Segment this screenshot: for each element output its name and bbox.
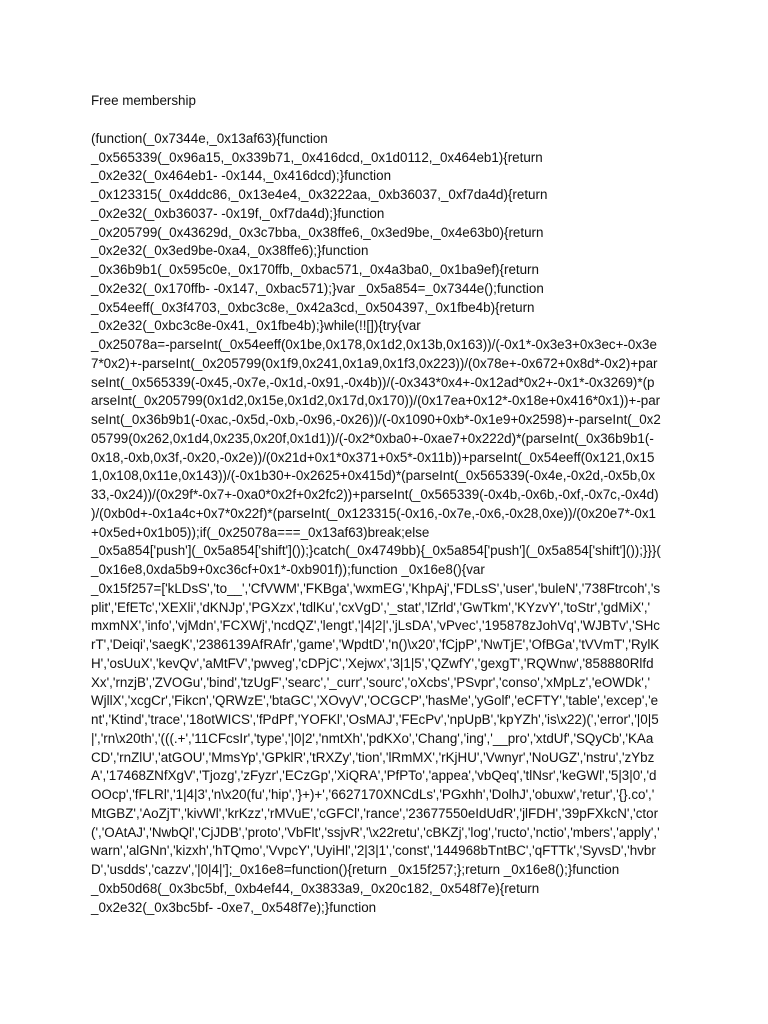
- code-line: H','osUuX','kevQv','aMtFV','pwveg','cDPjC','Xejwx','3|1|5','QZwfY','gexgT','RQWnw','858880Rlfd: [91, 655, 654, 671]
- code-line: CD','rnZlU','atGOU','MmsYp','GPklR','tRXZy','tion','lRmMX','rKjHU','Vwnyr','NoUGZ','nstru','zYbz: [91, 749, 655, 765]
- code-line: _0x25078a=-parseInt(_0x54eeff(0x1be,0x178,0x1d2,0x13b,0x163))/(-0x1*-0x3e3+0x3ec+-0x3e: [91, 337, 657, 352]
- code-line: _0x54eeff(_0x3f4703,_0xbc3c8e,_0x42a3cd,_0x504397,_0x1fbe4b){return: [91, 299, 535, 315]
- code-line: _0x15f257=['kLDsS','to__','CfVWM','FKBga','wxmEG','KhpAj','FDLsS','user','buleN','738Ftrcoh','s: [91, 580, 661, 596]
- code-line: mxmNX','info','vjMdn','FCXWj','ncdQZ','lengt','|4|2|','jLsDA','vPvec','195878zJohVq','WJBTv','SHc: [91, 618, 660, 634]
- code-line: warn','alGNn','kizxh','hTQmo','VvpcY','UyiHl','2|3|1','const','144968bTntBC','qFTTk','SyvsD','hvbr: [91, 843, 656, 859]
- code-line: (function(_0x7344e,_0x13af63){function: [91, 130, 328, 146]
- code-line: _0x5a854['push'](_0x5a854['shift']());}catch(_0x4749bb){_0x5a854['push'](_0x5a854['shift']());}}}(: [91, 543, 661, 559]
- code-line: 33,-0x24))/(0x29f*-0x7+-0xa0*0x2f+0x2fc2))+parseInt(_0x565339(-0x4b,-0x6b,-0xf,-0x7c,-0x4d): [91, 487, 659, 502]
- code-line: _0xb50d68(_0x3bc5bf,_0xb4ef44,_0x3833a9,_0x20c182,_0x548f7e){return: [91, 880, 540, 896]
- code-line: OOcp','fFLRl','1|4|3','n\x20(fu','hip','}+)+','6627170XNCdLs','PGxhh','DolhJ','obuxw','retur','{}.co',': [91, 787, 655, 802]
- code-line: seInt(_0x36b9b1(-0xac,-0x5d,-0xb,-0x96,-0x26))/(-0x1090+0xb*-0x1e9+0x2598)+-parseInt(_0x2: [91, 412, 661, 427]
- code-line: _0x2e32(_0xbc3c8e-0x41,_0x1fbe4b);}while(!![]){try{var: [91, 318, 421, 334]
- code-line: _0x2e32(_0x464eb1- -0x144,_0x416dcd);}function: [91, 168, 392, 184]
- code-line: _0x16e8,0xda5b9+0xc36cf+0x1*-0xb901f));function _0x16e8(){var: [91, 562, 485, 577]
- code-line: +0x5ed+0x1b05));if(_0x25078a===_0x13af63)break;else: [91, 524, 430, 540]
- code-line: nt','Ktind','trace','18otWICS','fPdPf','YOFKl','OsMAJ','FEcPv','npUpB','kpYZh','is\x22)(','error','|0|5: [91, 712, 659, 727]
- obfuscated-code-block: [91, 130, 677, 918]
- document-page: [91, 92, 677, 917]
- code-line: _0x2e32(_0xb36037- -0x19f,_0xf7da4d);}function: [91, 205, 385, 221]
- code-line: 0x18,-0xb,0x3f,-0x20,-0x2e))/(0x21d+0x1*0x371+0x5*-0x11b))+parseInt(_0x54eeff(0x121,0x15: [91, 449, 655, 465]
- code-line: D','usdds','cazzv','|0|4|'];_0x16e8=function(){return _0x15f257;};return _0x16e8();}function: [91, 862, 620, 877]
- code-line: MtGBZ','AoZjT','kivWl','krKzz','rMVuE','cGFCl','rance','23677550eIdUdR','jlFDH','39pFXkcN','ctor: [91, 805, 659, 821]
- code-line: _0x565339(_0x96a15,_0x339b71,_0x416dcd,_0x1d0112,_0x464eb1){return: [91, 149, 543, 165]
- code-line: _0x205799(_0x43629d,_0x3c7bba,_0x38ffe6,_0x3ed9be,_0x4e63b0){return: [91, 224, 544, 240]
- code-line: )/(0xb0d+-0x1a4c+0x7*0x22f)*(parseInt(_0x123315(-0x16,-0x7e,-0x6,-0x28,0xe))/(0x20e7*-0x1: [91, 505, 656, 521]
- code-line: rT','Deiqi','saegK','2386139AfRAfr','game','WpdtD','n()\x20','fCjpP','NwTjE','OfBGa','tVVmT','RylK: [91, 637, 660, 652]
- code-line: |','rn\x20th','(((.+','11CFcsIr','type','|0|2','nmtXh','pdKXo','Chang','ing','__pro','xtdUf','SQyCb','KAa: [91, 730, 654, 746]
- code-line: _0x2e32(_0x170ffb- -0x147,_0xbac571);}var _0x5a854=_0x7344e();function: [91, 280, 544, 296]
- code-line: Xx','rnzjB','ZVOGu','bind','tzUgF','searc','_curr','sourc','oXcbs','PSvpr','conso','xMpLz','eOWDk',': [91, 674, 651, 690]
- code-line: 05799(0x262,0x1d4,0x235,0x20f,0x1d1))/(-0x2*0xba0+-0xae7+0x222d)*(parseInt(_0x36b9b1(-: [91, 430, 654, 446]
- code-line: seInt(_0x565339(-0x45,-0x7e,-0x1d,-0x91,-0x4b))/(-0x343*0x4+-0x12ad*0x2+-0x1*-0x3269)*(p: [91, 374, 655, 390]
- code-line: arseInt(_0x205799(0x1d2,0x15e,0x1d2,0x17d,0x170))/(0x17ea+0x12*-0x18e+0x416*0x1))+-par: [91, 393, 661, 409]
- code-line: _0x36b9b1(_0x595c0e,_0x170ffb,_0xbac571,_0x4a3ba0,_0x1ba9ef){return: [91, 262, 539, 277]
- document-title: Free membership: [91, 93, 196, 108]
- code-line: 1,0x108,0x11e,0x143))/(-0x1b30+-0x2625+0x415d)*(parseInt(_0x565339(-0x4e,-0x2d,-0x5b,0x: [91, 468, 656, 484]
- code-line: _0x2e32(_0x3bc5bf- -0xe7,_0x548f7e);}function: [91, 899, 377, 915]
- code-line: plit','EfETc','XEXli','dKNJp','PGXzx','tdlKu','cxVgD','_stat','lZrld','GwTkm','KYzvY','toStr','gdMiX',': [91, 599, 651, 615]
- code-line: _0x123315(_0x4ddc86,_0x13e4e4,_0x3222aa,_0xb36037,_0xf7da4d){return: [91, 187, 548, 202]
- code-line: (','OAtAJ','NwbQl','CjJDB','proto','VbFlt','ssjvR','\x22retu','cBKZj','log','ructo','nctio','mbers','apply',': [91, 824, 660, 840]
- code-line: A','17468ZNfXgV','Tjozg','zFyzr','ECzGp','XiQRA','PfPTo','appea','vbQeq','tlNsr','keGWl','5|3|0','d: [91, 768, 657, 784]
- code-line: 7*0x2)+-parseInt(_0x205799(0x1f9,0x241,0x1a9,0x1f3,0x223))/(0x78e+-0x672+0x8d*-0x2)+par: [91, 355, 658, 371]
- code-line: WjllX','xcgCr','Fikcn','QRWzE','btaGC','XOvyV','OCGCP','hasMe','yGolf','eCFTY','table','excep','e: [91, 693, 659, 709]
- code-line: _0x2e32(_0x3ed9be-0xa4,_0x38ffe6);}function: [91, 243, 369, 259]
